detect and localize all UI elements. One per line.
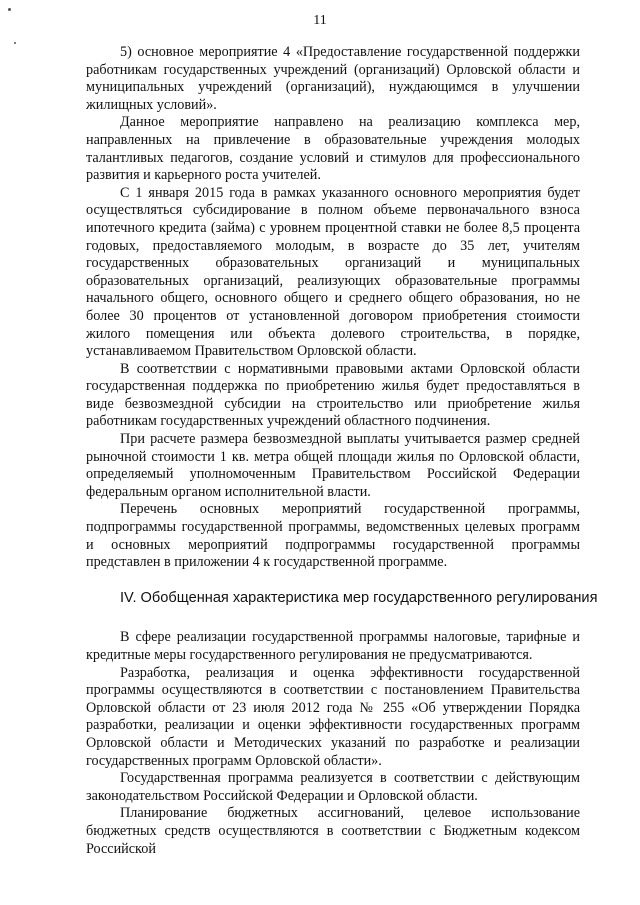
paragraph: Разработка, реализация и оценка эффективности государственной программы осуществляются в соответствии с постановлением Правительства Орловской области от 23 июля 2012 года № 255 «Об утверждении Порядка разработки, реализации и оценки эффективности государственных программ Орловской области и Методических указаний по разработке и реализации государственных программ Орловской области». — [86, 664, 580, 769]
paragraph: В соответствии с нормативными правовыми актами Орловской области государственная поддержка по приобретению жилья будет предоставляться в виде безвозмездной субсидии на строительство или приобретение жилья работникам государственных учреждений областного подчинения. — [86, 360, 580, 430]
scan-speck — [8, 8, 11, 11]
document-body — [86, 44, 598, 858]
paragraph: 5) основное мероприятие 4 «Предоставление государственной поддержки работникам государственных учреждений (организаций) Орловской области и муниципальных учреждений (организаций), нуждающимся в улучшении жилищных условий». — [86, 44, 580, 113]
paragraph: Данное мероприятие направлено на реализацию комплекса мер, направленных на привлечение в образовательные учреждения молодых талантливых педагогов, создание условий и стимулов для профессионального развития и карьерного роста учителей. — [86, 114, 580, 184]
page-number: 11 — [313, 13, 327, 28]
paragraph: При расчете размера безвозмездной выплаты учитывается размер средней рыночной стоимости 1 кв. метра общей площади жилья по Орловской области, определяемый уполномоченным Правительством Российской Федерации федеральным органом исполнительной власти. — [86, 431, 580, 500]
paragraph: В сфере реализации государственной программы налоговые, тарифные и кредитные меры государственного регулирования не предусматриваются. — [86, 629, 580, 663]
paragraph: Планирование бюджетных ассигнований, целевое использование бюджетных средств осуществляются в соответствии с Бюджетным кодексом Российской — [86, 805, 580, 857]
scan-speck — [14, 42, 16, 44]
paragraph: С 1 января 2015 года в рамках указанного основного мероприятия будет осуществляться субсидирование в полном объеме первоначального взноса ипотечного кредита (займа) с уровнем процентной ставки не более 8,5 процента годовых, предоставляемого молодым, в возрасте до 35 лет, учителям государственных образовательных организаций и муниципальных образовательных организаций, реализующих образовательные программы начального общего, основного общего и среднего общего образования, но не более 30 процентов от установленной договором приобретения стоимости жилого помещения или объекта долевого строительства, в порядке, устанавливаемом Правительством Орловской области. — [86, 184, 580, 360]
paragraph: Государственная программа реализуется в соответствии с действующим законодательством Российской Федерации и Орловской области. — [86, 770, 580, 804]
paragraph: Перечень основных мероприятий государственной программы, подпрограммы государственной программы, ведомственных целевых программ и основных мероприятий подпрограммы государственной программы представлен в приложении 4 к государственной программе. — [86, 501, 580, 571]
section-heading: IV. Обобщенная характеристика мер государственного регулирования — [120, 589, 598, 606]
